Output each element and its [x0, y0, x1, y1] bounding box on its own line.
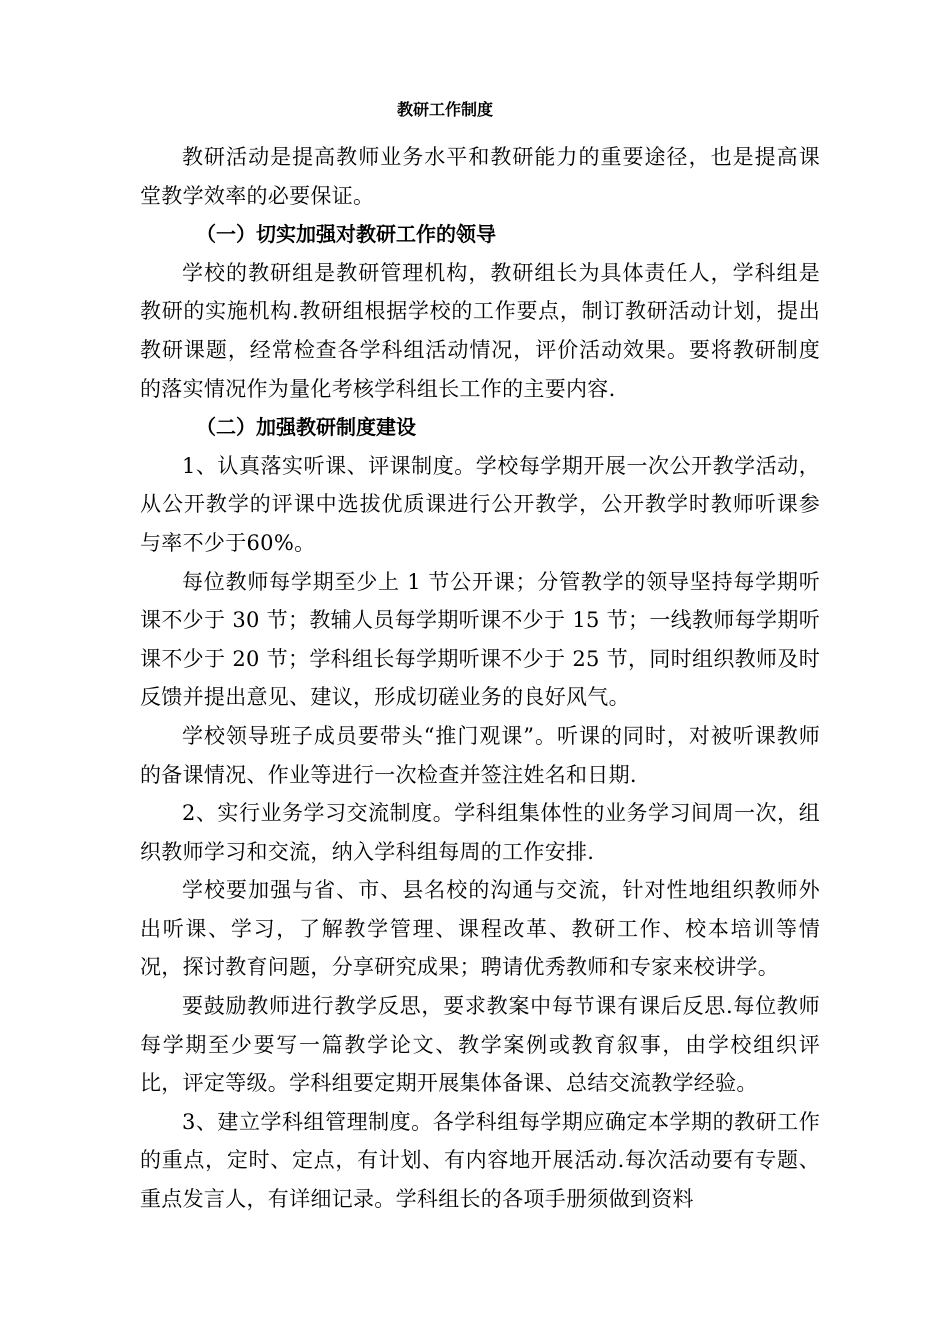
body-paragraph: 学校领导班子成员要带头“推门观课”。听课的同时，对被听课教师的备课情况、作业等进行一次检查并签注姓名和日期. — [140, 723, 820, 787]
document-title: 教研工作制度 — [396, 100, 493, 119]
section-heading: （二）加强教研制度建设 — [196, 415, 416, 440]
body-paragraph: 2、实行业务学习交流制度。学科组集体性的业务学习间周一次，组织教师学习和交流，纳入学科组每周的工作安排. — [140, 801, 820, 864]
body-paragraph: 教研活动是提高教师业务水平和教研能力的重要途径，也是提高课堂教学效率的必要保证。 — [140, 145, 820, 208]
section-heading: （一）切实加强对教研工作的领导 — [196, 222, 496, 247]
body-paragraph: 学校要加强与省、市、县名校的沟通与交流，针对性地组织教师外出听课、学习，了解教学管理、课程改革、教研工作、校本培训等情况，探讨教育问题，分享研究成果；聘请优秀教师和专家来校讲学。 — [140, 878, 820, 980]
document-body — [140, 138, 820, 1219]
body-paragraph: 学校的教研组是教研管理机构，教研组长为具体责任人，学科组是教研的实施机构.教研组根据学校的工作要点，制订教研活动计划，提出教研课题，经常检查各学科组活动情况，评价活动效果。要将教研制度的落实情况作为量化考核学科组长工作的主要内容. — [140, 260, 820, 401]
body-paragraph: 要鼓励教师进行教学反思，要求教案中每节课有课后反思.每位教师每学期至少要写一篇教学论文、教学案例或教育叙事，由学校组织评比，评定等级。学科组要定期开展集体备课、总结交流教学经验。 — [140, 994, 820, 1096]
body-paragraph: 1、认真落实听课、评课制度。学校每学期开展一次公开教学活动，从公开教学的评课中选拔优质课进行公开教学，公开教学时教师听课参与率不少于60%。 — [140, 453, 820, 555]
body-paragraph: 每位教师每学期至少上 1 节公开课；分管教学的领导坚持每学期听课不少于 30 节；教辅人员每学期听课不少于 15 节；一线教师每学期听课不少于 20 节；学科组长每学期听课不少于 25 节，同时组织教师及时反馈并提出意见、建议，形成切磋业务的良好风气。 — [140, 569, 820, 710]
body-paragraph: 3、建立学科组管理制度。各学科组每学期应确定本学期的教研工作的重点，定时、定点，有计划、有内容地开展活动.每次活动要有专题、重点发言人，有详细记录。学科组长的各项手册须做到资料 — [140, 1109, 820, 1212]
